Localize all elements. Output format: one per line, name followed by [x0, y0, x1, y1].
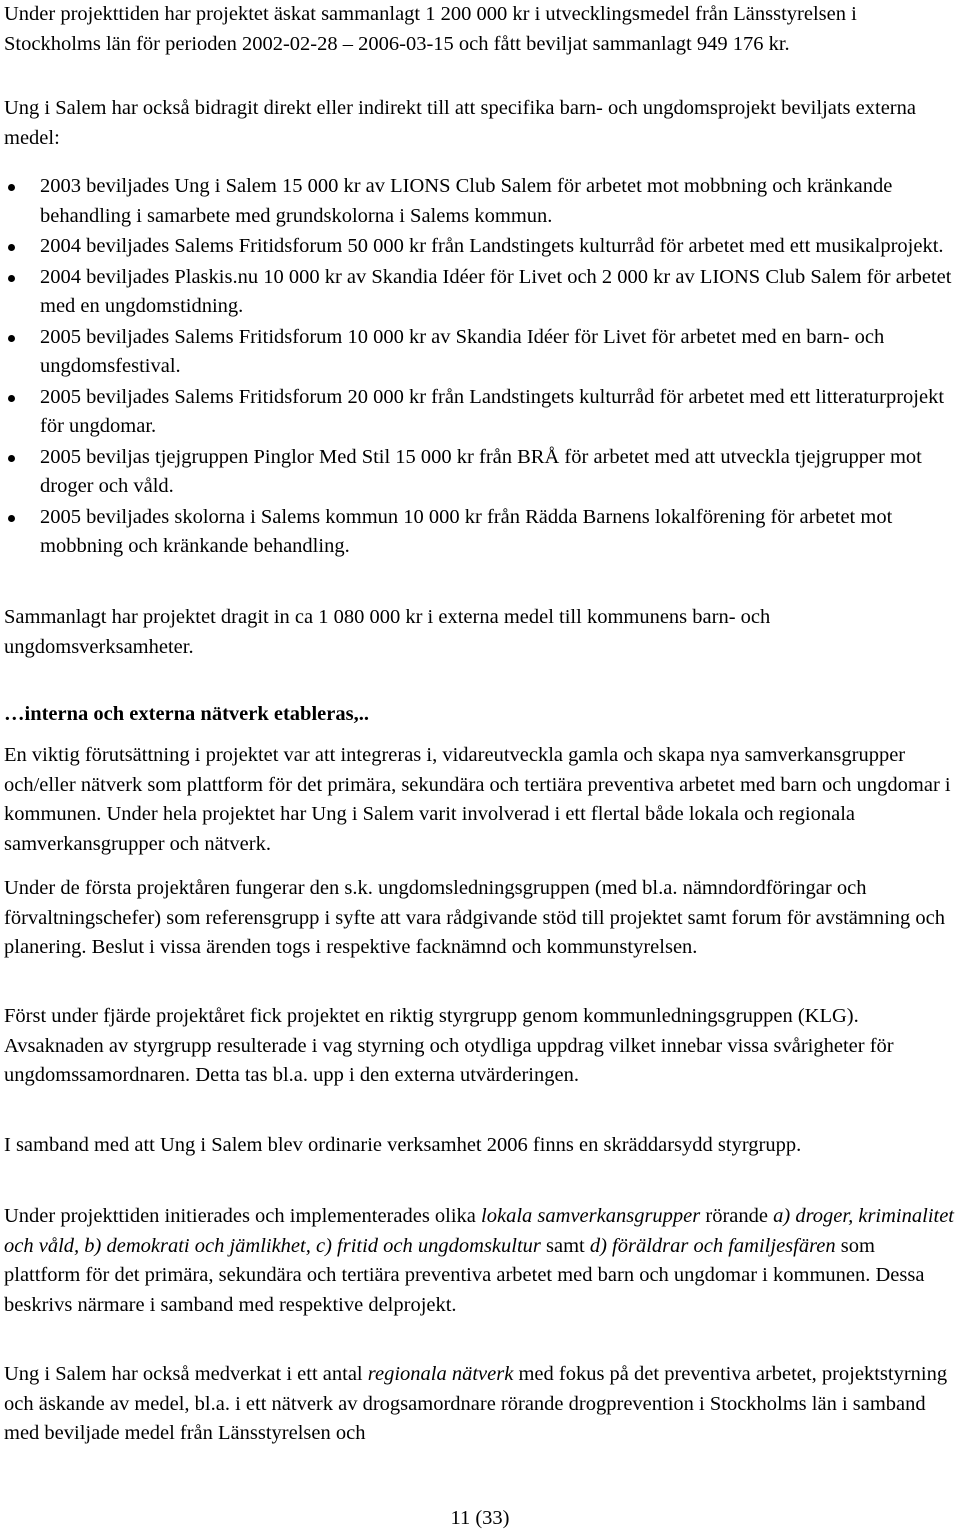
section-heading: …interna och externa nätverk etableras,.. [4, 703, 369, 725]
paragraph-steering-group-early: Under de första projektåren fungerar den s.k. ungdomsledningsgruppen (med bl.a. nämndordföringar och förvaltningschefer) som referensgrupp i syfte att vara rådgivande stöd till projektet samt forum för avstämning och planering. Beslut i vissa ärenden togs i respektive facknämnd och kommunstyrelsen. [4, 877, 945, 958]
bullet-icon [8, 335, 15, 342]
paragraph-regional-networks: Ung i Salem har också medverkat i ett antal regionala nätverk med fokus på det preventiva arbetet, projektstyrning och äskande av medel, bl.a. i ett nätverk av drogsamordnare rörande drogprevention i Stockholms län i samband med beviljade medel från Länsstyrelsen och [4, 1363, 948, 1444]
list-item: 2005 beviljades skolorna i Salems kommun 10 000 kr från Rädda Barnens lokalförening för arbetet mot mobbning och kränkande behandling. [4, 503, 954, 562]
paragraph-funding-summary: Under projekttiden har projektet äskat sammanlagt 1 200 000 kr i utvecklingsmedel från Länsstyrelsen i Stockholms län för perioden 2002-02-28 – 2006-03-15 och fått beviljat sammanlagt 949 176 kr. [4, 3, 857, 55]
list-item: 2005 beviljas tjejgruppen Pinglor Med Stil 15 000 kr från BRÅ för arbetet med att utveckla tjejgrupper mot droger och våld. [4, 443, 954, 502]
paragraph-total-external: Sammanlagt har projektet dragit in ca 1 080 000 kr i externa medel till kommunens barn- och ungdomsverksamheter. [4, 606, 771, 658]
funding-list [4, 172, 954, 563]
list-item: 2004 beviljades Plaskis.nu 10 000 kr av Skandia Idéer för Livet och 2 000 kr av LIONS Club Salem för arbetet med en ungdomstidning. [4, 263, 954, 322]
bullet-icon [8, 184, 15, 191]
paragraph-external-funding-intro: Ung i Salem har också bidragit direkt eller indirekt till att specifika barn- och ungdomsprojekt beviljats externa medel: [4, 97, 916, 149]
paragraph-local-groups: Under projekttiden initierades och implementerades olika lokala samverkansgrupper rörande a) droger, kriminalitet och våld, b) demokrati och jämlikhet, c) fritid och ungdomskultur samt d) föräldrar och familjesfären som plattform för det primära, sekundära och tertiära preventiva arbetet med barn och ungdomar i kommunen. Dessa beskrivs närmare i samband med respektive delprojekt. [4, 1205, 955, 1316]
bullet-icon [8, 515, 15, 522]
list-item: 2005 beviljades Salems Fritidsforum 20 000 kr från Landstingets kulturråd för arbetet med ett litteraturprojekt för ungdomar. [4, 383, 954, 442]
bullet-icon [8, 244, 15, 251]
bullet-icon [8, 275, 15, 282]
paragraph-steering-group-klg: Först under fjärde projektåret fick projektet en riktig styrgrupp genom kommunledningsgruppen (KLG). Avsaknaden av styrgrupp resulterade i vag styrning och otydliga uppdrag vilket innebar vissa svårigheter för ungdomssamordnaren. Detta tas bl.a. upp i den externa utvärderingen. [4, 1005, 894, 1086]
page-number: 11 (33) [450, 1507, 510, 1529]
paragraph-networks: En viktig förutsättning i projektet var att integreras i, vidareutveckla gamla och skapa nya samverkansgrupper och/eller nätverk som plattform för det primära, sekundära och tertiära preventiva arbetet med barn och ungdomar i kommunen. Under hela projektet har Ung i Salem varit involverad i ett flertal både lokala och regionala samverkansgrupper och nätverk. [4, 744, 951, 855]
list-item: 2005 beviljades Salems Fritidsforum 10 000 kr av Skandia Idéer för Livet för arbetet med en barn- och ungdomsfestival. [4, 323, 954, 382]
list-item: 2003 beviljades Ung i Salem 15 000 kr av LIONS Club Salem för arbetet mot mobbning och kränkande behandling i samarbete med grundskolorna i Salems kommun. [4, 172, 954, 231]
bullet-icon [8, 395, 15, 402]
list-item: 2004 beviljades Salems Fritidsforum 50 000 kr från Landstingets kulturråd för arbetet med ett musikalprojekt. [4, 232, 954, 262]
bullet-icon [8, 455, 15, 462]
paragraph-steering-group-2006: I samband med att Ung i Salem blev ordinarie verksamhet 2006 finns en skräddarsydd styrgrupp. [4, 1134, 802, 1156]
